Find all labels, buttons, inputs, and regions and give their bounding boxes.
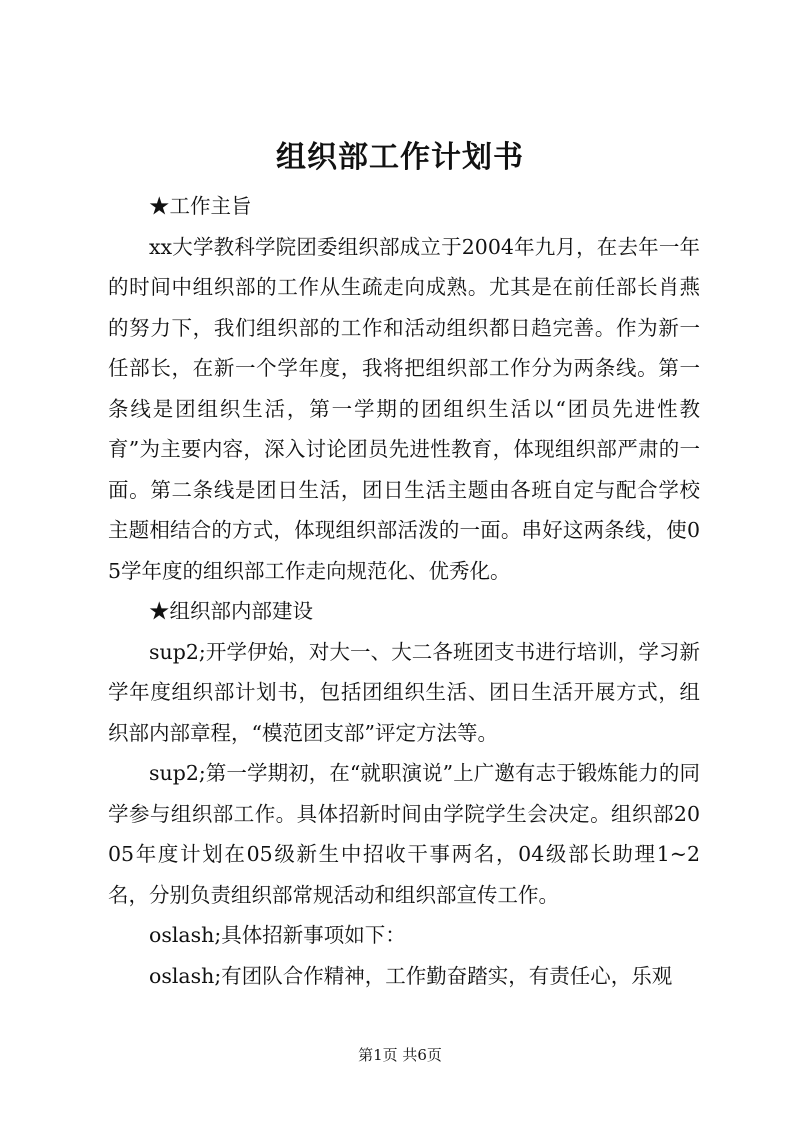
paragraph-recruitment: sup2;第一学期初，在“就职演说”上广邀有志于锻炼能力的同学参与组织部工作。具体招新时间由学院学生会决定。组织部2005年度计划在05级新生中招收干事两名，04级部长助理1~2名，分别负责组织部常规活动和组织部宣传工作。 — [108, 761, 700, 907]
section-heading-internal-building: ★组织部内部建设 — [149, 599, 313, 623]
paragraph-requirements: oslash;有团队合作精神，工作勤奋踏实，有责任心，乐观 — [149, 963, 673, 988]
document-body — [108, 186, 700, 996]
page-indicator: 第1页 共6页 — [358, 1046, 442, 1064]
section-heading-purpose: ★工作主旨 — [149, 194, 252, 218]
document-title: 组织部工作计划书 — [276, 140, 524, 175]
paragraph-intro: xx大学教科学院团委组织部成立于2004年九月，在去年一年的时间中组织部的工作从生疏走向成熟。尤其是在前任部长肖燕的努力下，我们组织部的工作和活动组织都日趋完善。作为新一任部长，在新一个学年度，我将把组织部工作分为两条线。第一条线是团组织生活，第一学期的团组织生活以“团员先进性教育”为主要内容，深入讨论团员先进性教育，体现组织部严肃的一面。第二条线是团日生活，团日生活主题由各班自定与配合学校主题相结合的方式，体现组织部活泼的一面。串好这两条线，使05学年度的组织部工作走向规范化、优秀化。 — [108, 234, 700, 583]
paragraph-recruitment-items: oslash;具体招新事项如下： — [149, 923, 406, 947]
paragraph-training: sup2;开学伊始，对大一、大二各班团支书进行培训，学习新学年度组织部计划书，包括团组织生活、团日生活开展方式，组织部内部章程，“模范团支部”评定方法等。 — [108, 639, 700, 745]
